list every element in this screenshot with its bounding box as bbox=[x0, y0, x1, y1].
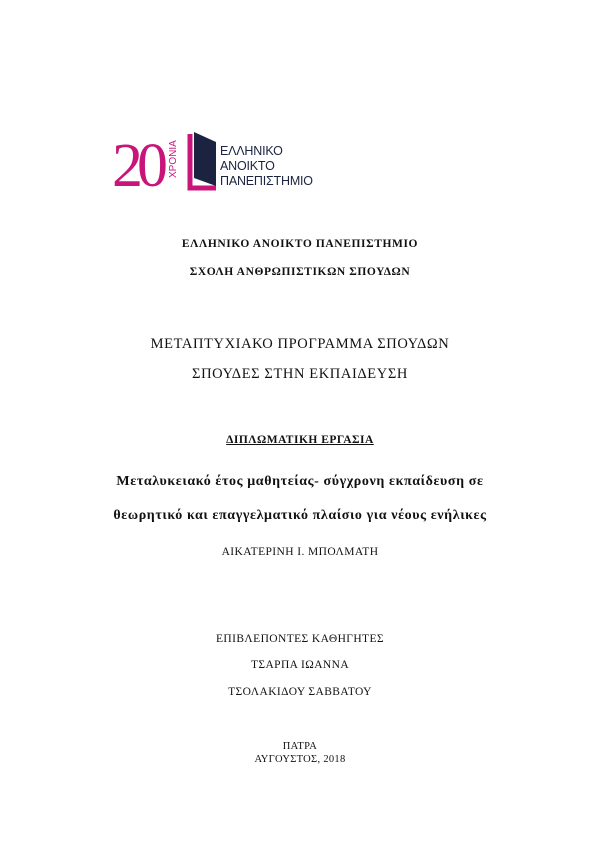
logo-book-icon bbox=[194, 132, 216, 186]
thesis-title-line-1: Μεταλυκειακό έτος μαθητείας- σύγχρονη εκπαίδευση σε bbox=[116, 474, 484, 489]
logo-line-3: ΠΑΝΕΠΙΣΤΗΜΙΟ bbox=[220, 174, 313, 188]
supervisor-name: ΤΣΟΛΑΚΙΔΟΥ ΣΑΒΒΑΤΟΥ bbox=[228, 686, 372, 698]
date: ΑΥΓΟΥΣΤΟΣ, 2018 bbox=[254, 754, 346, 765]
city: ΠΑΤΡΑ bbox=[282, 741, 318, 752]
logo-line-1: ΕΛΛΗΝΙΚΟ bbox=[220, 144, 283, 158]
thesis-label: ΔΙΠΛΩΜΑΤΙΚΗ ΕΡΓΑΣΙΑ bbox=[226, 434, 374, 446]
logo-line-2: ΑΝΟΙΚΤΟ bbox=[220, 159, 275, 173]
program-name: ΜΕΤΑΠΤΥΧΙΑΚΟ ΠΡΟΓΡΑΜΜΑ ΣΠΟΥΔΩΝ bbox=[150, 336, 450, 352]
logo-anniversary-word: ΧΡΟΝΙΑ bbox=[168, 140, 179, 178]
supervisor-name: ΤΣΑΡΠΑ ΙΩΑΝΝΑ bbox=[250, 659, 350, 671]
logo-anniversary-number: 20 bbox=[112, 132, 162, 192]
school-name: ΣΧΟΛΗ ΑΝΘΡΩΠΙΣΤΙΚΩΝ ΣΠΟΥΔΩΝ bbox=[189, 266, 411, 278]
author-name: ΑΙΚΑΤΕΡΙΝΗ Ι. ΜΠΟΛΜΑΤΗ bbox=[221, 546, 379, 558]
program-track: ΣΠΟΥΔΕΣ ΣΤΗΝ ΕΚΠΑΙΔΕΥΣΗ bbox=[192, 366, 408, 382]
supervisors-label: ΕΠΙΒΛΕΠΟΝΤΕΣ ΚΑΘΗΓΗΤΕΣ bbox=[216, 633, 384, 645]
thesis-title-line-2: θεωρητικό και επαγγελματικό πλαίσιο για νέους ενήλικες bbox=[113, 508, 487, 523]
university-name: ΕΛΛΗΝΙΚΟ ΑΝΟΙΚΤΟ ΠΑΝΕΠΙΣΤΗΜΙΟ bbox=[181, 238, 419, 250]
logo-wordmark bbox=[220, 144, 313, 189]
